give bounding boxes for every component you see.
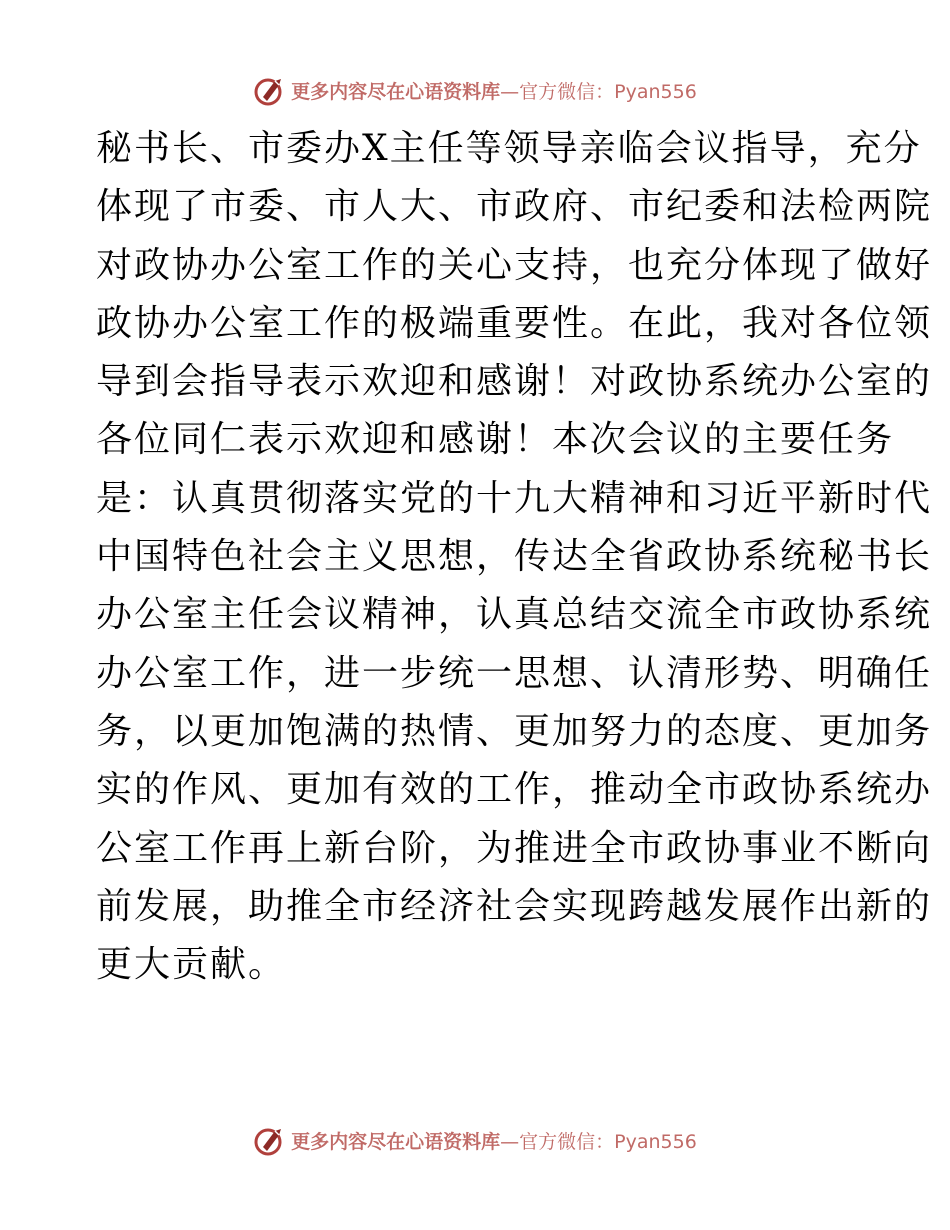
- body-line: 中国特色社会主义思想，传达全省政协系统秘书长: [96, 536, 933, 578]
- body-line: 各位同仁表示欢迎和感谢！本次会议的主要任务: [96, 419, 895, 461]
- body-line: 公室工作再上新台阶，为推进全市政协事业不断向: [96, 827, 933, 869]
- footer-banner: [0, 1120, 950, 1160]
- body-line: 办公室工作，进一步统一思想、认清形势、明确任: [96, 652, 933, 694]
- footer-wechat-text: —官方微信：Pyan556: [500, 1130, 697, 1153]
- header-banner: [0, 70, 950, 110]
- body-line: 秘书长、市委办X主任等领导亲临会议指导，充分: [96, 128, 922, 169]
- body-line: 实的作风、更加有效的工作，推动全市政协系统办: [96, 769, 933, 811]
- body-line: 是：认真贯彻落实党的十九大精神和习近平新时代: [96, 477, 933, 519]
- body-line: 对政协办公室工作的关心支持，也充分体现了做好: [96, 244, 933, 286]
- body-line: 政协办公室工作的极端重要性。在此，我对各位领: [96, 302, 933, 344]
- footer-brand-text: 更多内容尽在心语资料库: [291, 1130, 501, 1153]
- body-line: 前发展，助推全市经济社会实现跨越发展作出新的: [96, 885, 933, 927]
- header-brand-text: 更多内容尽在心语资料库: [291, 80, 501, 103]
- body-line: 办公室主任会议精神，认真总结交流全市政协系统: [96, 594, 933, 636]
- pen-nib-logo-icon: [253, 73, 287, 107]
- body-line: 体现了市委、市人大、市政府、市纪委和法检两院: [96, 186, 933, 228]
- header-wechat-text: —官方微信：Pyan556: [500, 80, 697, 103]
- document-body: [96, 120, 933, 994]
- body-line: 务，以更加饱满的热情、更加努力的态度、更加务: [96, 710, 933, 752]
- body-line: 导到会指导表示欢迎和感谢！对政协系统办公室的: [96, 361, 933, 403]
- body-line: 更大贡献。: [96, 944, 287, 986]
- pen-nib-logo-icon: [253, 1123, 287, 1157]
